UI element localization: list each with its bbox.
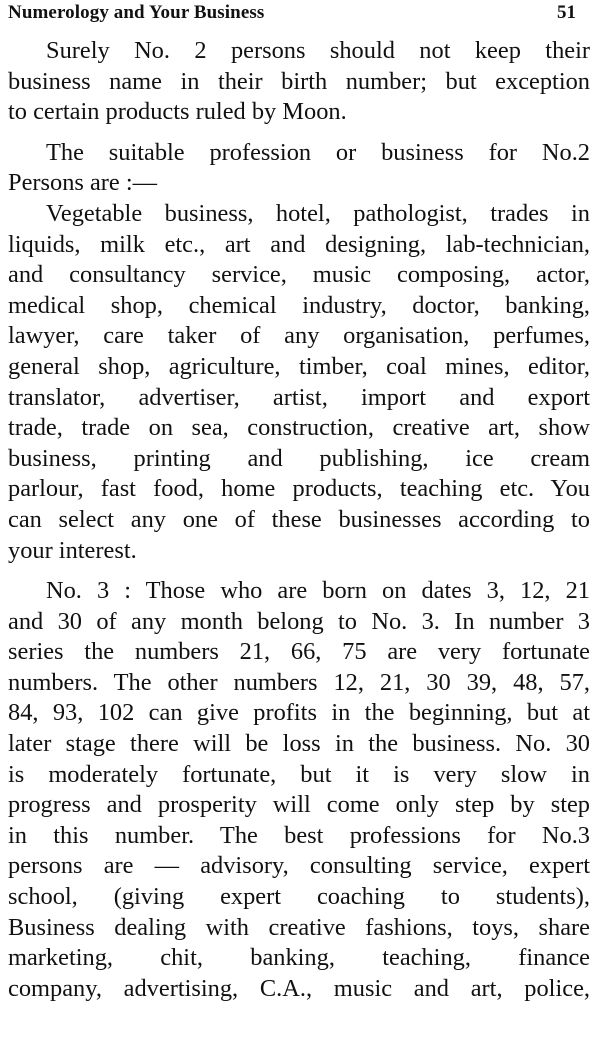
text-line: lawyer, care taker of any organisation, perfumes, (8, 322, 590, 350)
body-text (8, 36, 590, 1004)
text-line: translator, advertiser, artist, import and export (8, 383, 590, 411)
text-line: No. 3 : Those who are born on dates 3, 12, 21 (46, 577, 590, 605)
text-line: company, advertising, C.A., music and art, police, (8, 974, 590, 1002)
text-line: your interest. (8, 536, 137, 564)
text-line: in this number. The best professions for No.3 (8, 821, 590, 849)
text-line: business, printing and publishing, ice cream (8, 444, 590, 472)
text-line: numbers. The other numbers 12, 21, 30 39, 48, 57, (8, 668, 590, 696)
text-line: school, (giving expert coaching to students), (8, 883, 590, 911)
text-line: Surely No. 2 persons should not keep their (46, 37, 590, 64)
text-line: general shop, agriculture, timber, coal mines, editor, (8, 352, 590, 380)
text-line: series the numbers 21, 66, 75 are very fortunate (8, 638, 590, 666)
text-line: parlour, fast food, home products, teaching etc. You (8, 475, 590, 503)
text-line: Persons are :— (8, 169, 158, 197)
text-line: can select any one of these businesses according to (8, 505, 590, 533)
paragraph (8, 199, 590, 566)
paragraph (8, 36, 590, 128)
running-header (8, 0, 590, 36)
text-line: trade, trade on sea, construction, creative art, show (8, 414, 590, 442)
text-line: and 30 of any month belong to No. 3. In number 3 (8, 607, 590, 635)
text-line: medical shop, chemical industry, doctor, banking, (8, 291, 590, 319)
text-line: marketing, chit, banking, teaching, finance (8, 944, 590, 972)
paragraph (8, 576, 590, 1004)
text-line: business name in their birth number; but exception (8, 67, 590, 95)
text-line: Business dealing with creative fashions, toys, share (8, 913, 590, 941)
text-line: liquids, milk etc., art and designing, lab-technician, (8, 230, 590, 258)
text-line: Vegetable business, hotel, pathologist, trades in (46, 199, 590, 227)
text-line: to certain products ruled by Moon. (8, 98, 347, 126)
running-title: Numerology and Your Business (8, 2, 265, 23)
text-line: and consultancy service, music composing, actor, (8, 261, 590, 289)
page-number: 51 (557, 2, 576, 23)
text-line: 84, 93, 102 can give profits in the beginning, but at (8, 699, 590, 727)
text-line: The suitable profession or business for No.2 (46, 138, 590, 166)
text-line: progress and prosperity will come only step by step (8, 791, 590, 819)
paragraph (8, 138, 590, 199)
text-line: persons are — advisory, consulting service, expert (8, 852, 590, 880)
text-line: is moderately fortunate, but it is very slow in (8, 760, 590, 788)
text-line: later stage there will be loss in the business. No. 30 (8, 730, 590, 758)
